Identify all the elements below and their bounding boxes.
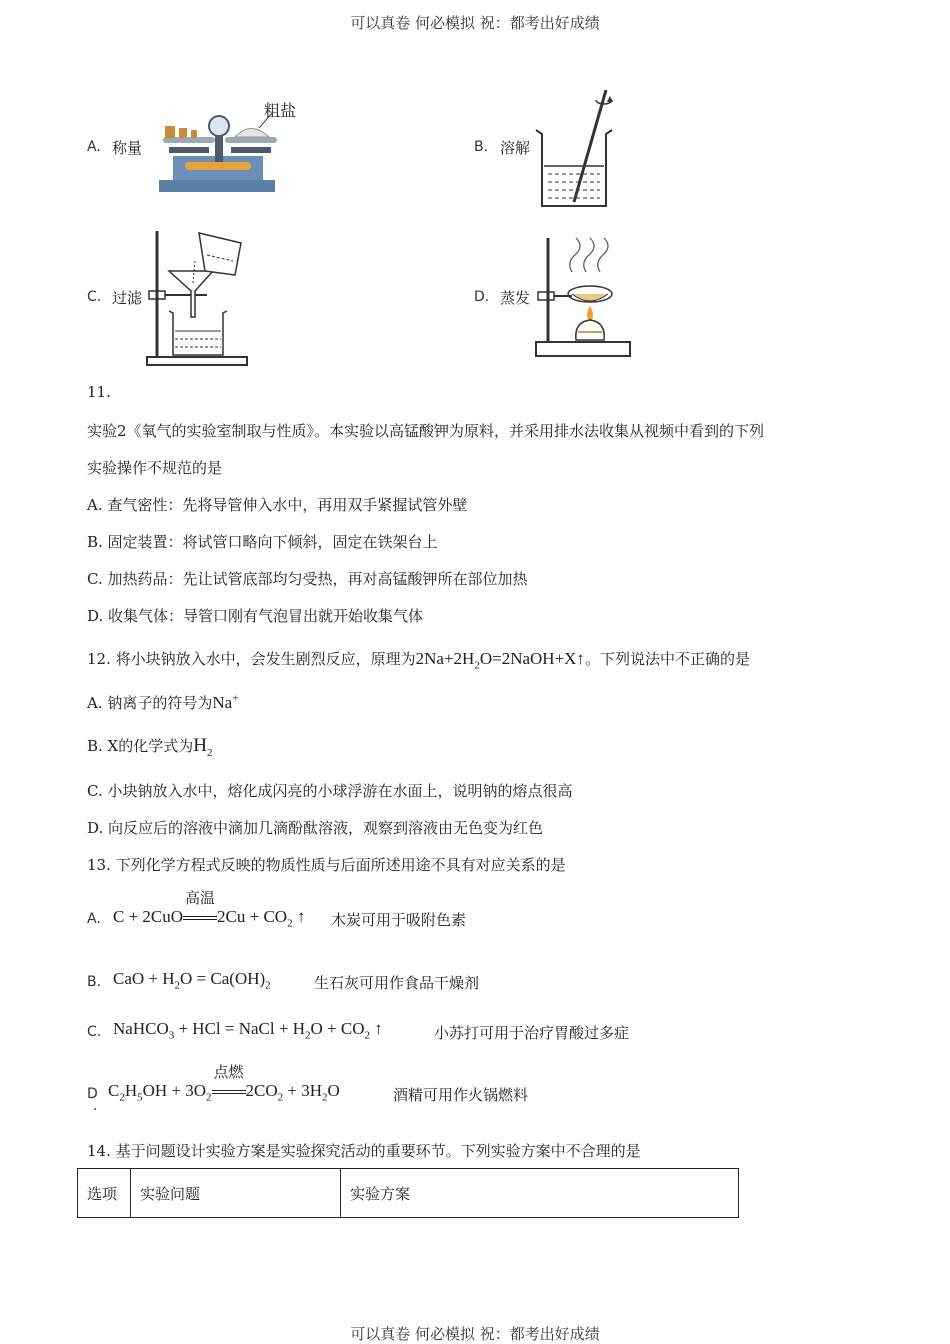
q11-option-a: A. 查气密性：先将导管伸入水中，再用双手紧握试管外壁 bbox=[87, 496, 468, 514]
q11-stem-line1: 实验2《氧气的实验室制取与性质》。本实验以高锰酸钾为原料，并采用排水法收集从视频中看到的下列 bbox=[87, 422, 765, 440]
q12-option-d: D. 向反应后的溶液中滴加几滴酚酞溶液，观察到溶液由无色变为红色 bbox=[87, 819, 544, 837]
q12-option-a-text: A. 钠离子的符号为 bbox=[87, 694, 213, 712]
q10-option-a-letter: A. bbox=[87, 139, 101, 155]
q11-stem-line2: 实验操作不规范的是 bbox=[87, 459, 223, 477]
coarse-salt-annotation: 粗盐 bbox=[264, 101, 297, 120]
q13-option-d-use: 酒精可用作火锅燃料 bbox=[393, 1086, 529, 1104]
q13-option-d-letter: D bbox=[87, 1086, 98, 1102]
q10-option-a-label: 称量 bbox=[112, 139, 143, 157]
q10-option-d-letter: D. bbox=[474, 289, 490, 305]
q11-option-c: C. 加热药品：先让试管底部均匀受热，再对高锰酸钾所在部位加热 bbox=[87, 570, 528, 588]
q10-option-c-letter: C. bbox=[87, 289, 102, 305]
q10-option-c-label: 过滤 bbox=[112, 289, 143, 307]
page-footer: 可以真卷 何必模拟 祝：都考出好成绩 bbox=[350, 1325, 600, 1343]
q11-option-b: B. 固定装置：将试管口略向下倾斜，固定在铁架台上 bbox=[87, 533, 438, 551]
q13-option-c-use: 小苏打可用于治疗胃酸过多症 bbox=[434, 1024, 630, 1042]
table-header-scheme: 实验方案 bbox=[341, 1169, 739, 1218]
evaporation-illustration bbox=[532, 232, 637, 362]
q11-option-d: D. 收集气体：导管口刚有气泡冒出就开始收集气体 bbox=[87, 607, 424, 625]
table-header-option: 选项 bbox=[78, 1169, 131, 1218]
q12-option-a bbox=[87, 692, 238, 713]
sodium-ion-formula: Na+ bbox=[212, 692, 239, 712]
q12-option-c: C. 小块钠放入水中，熔化成闪亮的小球浮游在水面上，说明钠的熔点很高 bbox=[87, 782, 573, 800]
q14-stem: 14. 基于问题设计实验方案是实验探究活动的重要环节。下列实验方案中不合理的是 bbox=[87, 1142, 641, 1160]
q13-option-b-equation: CaO + $H_2O = Ca(OH)_2$ bbox=[113, 969, 271, 992]
q13-d-condition: 点燃 bbox=[213, 1065, 244, 1081]
q10-option-d-label: 蒸发 bbox=[500, 289, 531, 307]
q14-options-table bbox=[77, 1168, 739, 1218]
q12-option-b bbox=[87, 735, 212, 759]
q13-option-b-letter: B. bbox=[87, 974, 102, 990]
q13-a-condition: 高温 bbox=[185, 891, 216, 907]
table-header-row bbox=[78, 1169, 739, 1218]
q12-stem-prefix: 12. 将小块钠放入水中，会发生剧烈反应，原理为 bbox=[87, 650, 416, 668]
q13-option-a-equation: C + 2CuO 高温 $2Cu + CO_2$ ↑ bbox=[113, 907, 305, 929]
page-header: 可以真卷 何必模拟 祝：都考出好成绩 bbox=[350, 14, 600, 32]
q12-stem-suffix: 。下列说法中不正确的是 bbox=[584, 650, 750, 668]
q13-option-a-use: 木炭可用于吸附色素 bbox=[331, 911, 467, 929]
q13-option-b-use: 生石灰可用作食品干燥剂 bbox=[314, 974, 480, 992]
q13-stem: 13. 下列化学方程式反映的物质性质与后面所述用途不具有对应关系的是 bbox=[87, 856, 566, 874]
q13-option-d-equation: $C_2H_5OH + 3O_2$ 点燃 $2CO_2 + 3H_2O$ bbox=[108, 1081, 340, 1103]
q10-option-b-letter: B. bbox=[474, 139, 489, 155]
q13-option-c-letter: C. bbox=[87, 1024, 102, 1040]
q13-option-c-equation: NaHCO$_3$ + HCl = NaCl + $H_2O + CO_2$ ↑ bbox=[113, 1019, 383, 1042]
table-header-question: 实验问题 bbox=[131, 1169, 341, 1218]
q12-option-b-text: B. X的化学式为 bbox=[87, 737, 194, 755]
q13-option-d-dot: . bbox=[93, 1098, 98, 1114]
hydrogen-formula: $H_2$ bbox=[193, 735, 213, 759]
q12-reaction-equation: $2Na+2H_2O=2NaOH+X↑$ bbox=[415, 649, 585, 672]
beaker-dissolving-illustration bbox=[530, 82, 625, 212]
q12-stem bbox=[87, 648, 750, 671]
q13-option-a-letter: A. bbox=[87, 911, 101, 927]
q10-option-b-label: 溶解 bbox=[500, 139, 531, 157]
q11-number: 11. bbox=[87, 383, 111, 401]
filtration-illustration bbox=[143, 225, 253, 370]
